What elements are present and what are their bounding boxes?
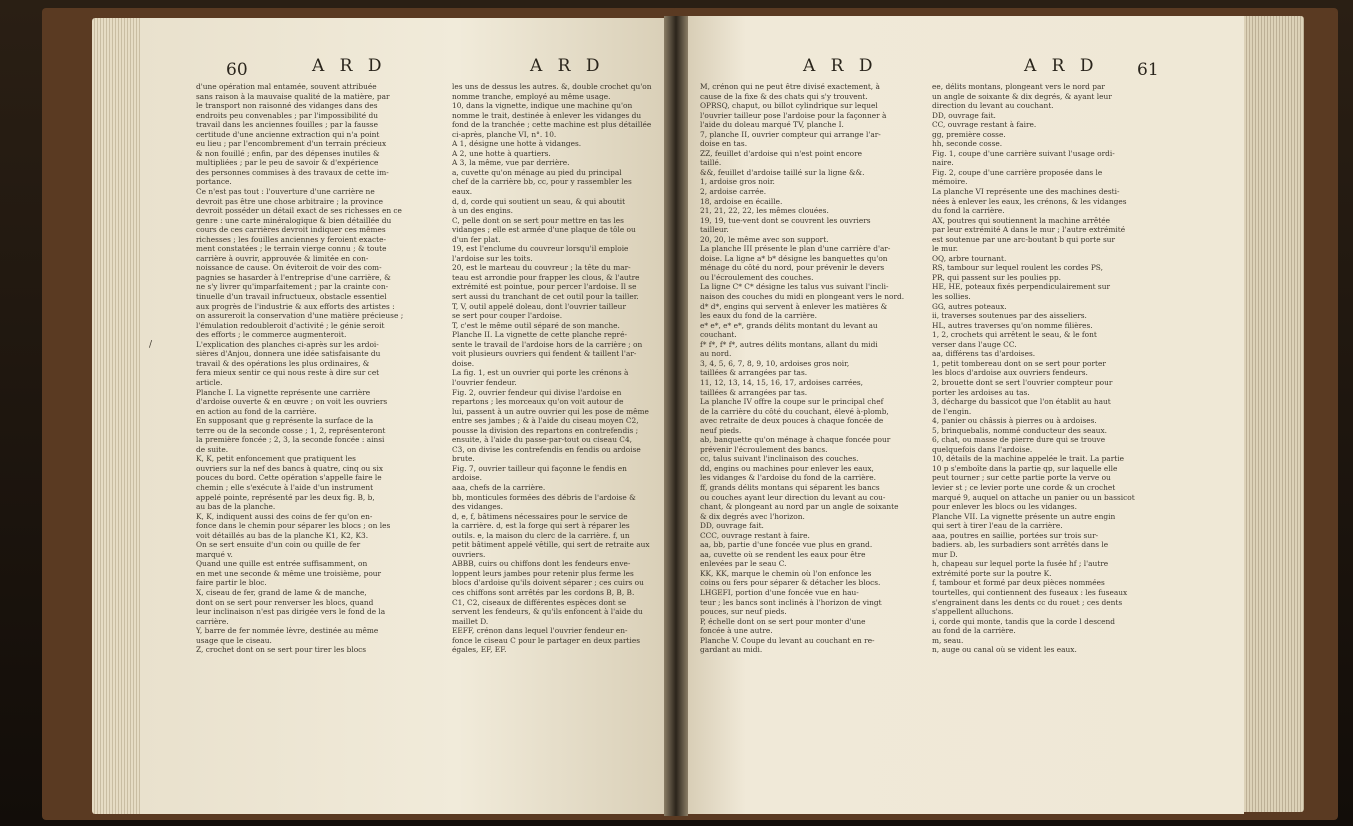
text-line: Planche II. La vignette de cette planche repré- (452, 330, 627, 340)
text-line: ne s'y livrer qu'imparfaitement ; par la crainte con- (196, 282, 389, 292)
text-line: sières d'Anjou, donnera une idée satisfaisante du (196, 349, 381, 359)
text-line: La ligne C* C* désigne les talus vus suivant l'incli- (700, 282, 889, 292)
text-line: EEFF, crénon dans lequel l'ouvrier fendeur en- (452, 626, 628, 636)
text-line: nomme tranche, employé au même usage. (452, 91, 611, 101)
text-line: Fig. 1, coupe d'une carrière suivant l'usage ordi- (932, 148, 1115, 158)
text-line: La planche IV offre la coupe sur le principal chef (700, 397, 884, 407)
text-line: Z, crochet dont on se sert pour tirer les blocs (196, 645, 367, 655)
text-line: &&, feuillet d'ardoise taillé sur la ligne &&. (700, 167, 865, 177)
text-line: tinuelle d'un travail infructueux, obstacle essentiel (196, 292, 387, 302)
text-line: 4, panier ou châssis à pierres ou à ardoises. (932, 416, 1097, 426)
text-line: d, d, corde qui soutient un seau, & qui aboutit (452, 196, 626, 206)
text-line: les eaux du fond de la carrière. (700, 311, 817, 321)
text-line: dd, engins ou machines pour enlever les eaux, (700, 463, 874, 473)
text-line: des efforts ; le commerce augmenteroit. (196, 330, 347, 340)
text-line: taillées & arrangées par tas. (700, 387, 808, 397)
text-line: M, crénon qui ne peut être divisé exactement, à (700, 82, 880, 91)
text-line: qui sert à tirer l'eau de la carrière. (932, 521, 1063, 531)
text-line: richesses ; les fouilles anciennes y feroient exacte- (196, 234, 386, 244)
text-line: badiers. ab, les surbadiers sont arrêtés dans le (932, 540, 1109, 550)
text-line: prévenir l'écroulement des bancs. (700, 444, 828, 454)
right-running-head-1: A R D (803, 56, 878, 76)
right-page-column-1 (700, 82, 922, 722)
text-line: ou couches ayant leur direction du levant au cou- (700, 492, 886, 502)
text-line: Y, barre de fer nommée lèvre, destinée au même (196, 626, 379, 636)
text-line: On se sert ensuite d'un coin ou quille de fer (196, 540, 361, 550)
text-line: 3, 4, 5, 6, 7, 8, 9, 10, ardoises gros noir, (700, 358, 850, 368)
text-line: repartons ; les morceaux qu'on voit autour de (452, 397, 624, 407)
text-line: teur ; les bancs sont inclinés à l'horizon de vingt (700, 597, 882, 607)
text-line: blocs d'ardoise qu'ils doivent séparer ; ces cuirs ou (452, 578, 644, 588)
text-line: C, pelle dont on se sert pour mettre en tas les (452, 215, 624, 225)
text-line: chef de la carrière bb, cc, pour y rassembler les (452, 177, 632, 187)
text-line: aa, bb, partie d'une foncée vue plus en grand. (700, 540, 873, 550)
text-line: l'ouvrier fendeur. (452, 377, 517, 387)
text-line: eaux. (452, 187, 473, 197)
text-line: ensuite, à l'aide du passe-par-tout ou ciseau C4, (452, 435, 633, 445)
text-line: PR, qui passent sur les poulies pp. (932, 272, 1061, 282)
text-line: la première foncée ; 2, 3, la seconde foncée : ainsi (196, 435, 385, 445)
text-line: on assureroit la conservation d'une matière précieuse ; (196, 311, 404, 321)
text-line: ii, traverses soutenues par des aisseliers. (932, 311, 1087, 321)
text-line: aa, différens tas d'ardoises. (932, 349, 1036, 359)
text-line: P, échelle dont on se sert pour monter d'une (700, 616, 866, 626)
text-line: ee, délits montans, plongeant vers le nord par (932, 82, 1105, 91)
text-line: 19, 19, tue-vent dont se couvrent les ouvriers (700, 215, 871, 225)
text-line: doise. (452, 358, 475, 368)
text-line: 19, est l'enclume du couvreur lorsqu'il emploie (452, 244, 629, 254)
text-line: par leur extrémité A dans le mur ; l'autre extrémité (932, 225, 1126, 235)
text-line: bb, monticules formées des débris de l'ardoise & (452, 492, 636, 502)
text-line: GG, autres poteaux. (932, 301, 1007, 311)
text-line: terre ou de la seconde cosse ; 1, 2, représenteront (196, 425, 386, 435)
text-line: 21, 21, 22, 22, les mêmes clouées. (700, 206, 829, 216)
text-line: devroit posséder un détail exact de ses richesses en ce (196, 206, 402, 216)
text-line: Fig. 7, ouvrier tailleur qui façonne le fendis en (452, 463, 627, 473)
text-line: multipliées ; par le peu de savoir & d'expérience (196, 158, 379, 168)
text-line: DD, ouvrage fait. (932, 110, 996, 120)
text-line: les vidanges & l'ardoise du fond de la carrière. (700, 473, 876, 483)
text-line: HE, HE, poteaux fixés perpendiculairement sur (932, 282, 1110, 292)
text-line: travail dans les anciennes fouilles ; par la fausse (196, 120, 378, 130)
text-line: devroit pas être une chose arbitraire ; la province (196, 196, 383, 206)
text-line: loppent leurs jambes pour retenir plus ferme les (452, 568, 634, 578)
text-line: s'engrainent dans les dents cc du rouet ; ces dents (932, 597, 1123, 607)
text-line: aaa, poutres en saillie, portées sur trois sur- (932, 530, 1099, 540)
text-line: La fig. 1, est un ouvrier qui porte les crénons à (452, 368, 629, 378)
text-line: voit plusieurs ouvriers qui fendent & taillent l'ar- (452, 349, 637, 359)
text-line: noissance de cause. On éviteroit de voir des com- (196, 263, 382, 273)
left-page-column-1 (196, 82, 442, 722)
text-line: & dix degrés avec l'horizon. (700, 511, 805, 521)
text-line: d'un fer plat. (452, 234, 501, 244)
text-line: les blocs d'ardoise aux ouvriers fendeurs. (932, 368, 1088, 378)
text-line: naison des couches du midi en plongeant vers le nord. (700, 292, 905, 302)
text-line: T, V, outil appelé doleau, dont l'ouvrier tailleur (452, 301, 626, 311)
text-line: pour enlever les blocs ou les vidanges. (932, 502, 1077, 512)
text-line: sert aussi du tranchant de cet outil pour la tailler. (452, 292, 639, 302)
text-line: de l'engin. (932, 406, 972, 416)
text-line: en action au fond de la carrière. (196, 406, 317, 416)
text-line: genre : une carte minéralogique & bien détaillée du (196, 215, 392, 225)
text-line: eu lieu ; par l'encombrement d'un terrain précieux (196, 139, 387, 149)
text-line: marqué v. (196, 549, 233, 559)
text-line: 1, ardoise gros noir. (700, 177, 775, 187)
text-line: vidanges ; elle est armée d'une plaque de tôle ou (452, 225, 636, 235)
text-line: cc, talus suivant l'inclinaison des couches. (700, 454, 859, 464)
text-line: La planche VI représente une des machines desti- (932, 187, 1120, 197)
text-line: 10, détails de la machine appelée le trait. La partie (932, 454, 1124, 464)
text-line: levier st ; ce levier porte une corde & un crochet (932, 482, 1116, 492)
text-line: nomme le trait, destinée à enlever les vidanges du (452, 110, 642, 120)
text-line: portance. (196, 177, 232, 187)
text-line: K, K, petit enfoncement que pratiquent les (196, 454, 356, 464)
text-line: ardoise. (452, 473, 482, 483)
book-gutter (664, 16, 688, 816)
text-line: quelquefois dans l'ardoise. (932, 444, 1033, 454)
text-line: de suite. (196, 444, 229, 454)
text-line: Quand une quille est entrée suffisamment, on (196, 559, 368, 569)
text-line: RS, tambour sur lequel roulent les cordes PS, (932, 263, 1103, 273)
text-line: mur D. (932, 549, 958, 559)
text-line: servent les fendeurs, & qu'ils enfoncent à l'aide du (452, 607, 643, 617)
text-line: OQ, arbre tournant. (932, 253, 1007, 263)
text-line: LHGEFI, portion d'une foncée vue en hau- (700, 587, 859, 597)
text-line: Fig. 2, ouvrier fendeur qui divise l'ardoise en (452, 387, 622, 397)
text-line: fonce dans le chemin pour séparer les blocs ; on les (196, 521, 391, 531)
text-line: chemin ; elle s'exécute à l'aide d'un instrument (196, 482, 374, 492)
text-line: a, cuvette qu'on ménage au pied du principal (452, 167, 622, 177)
text-line: voit détaillés au bas de la planche K1, K2, K3. (196, 530, 369, 540)
text-line: l'aide du doleau marqué TV, planche I. (700, 120, 844, 130)
text-line: gg, première cosse. (932, 129, 1006, 139)
text-line: 7, planche II, ouvrier compteur qui arrange l'ar- (700, 129, 881, 139)
text-line: gardant au midi. (700, 645, 763, 655)
text-line: nées à enlever les eaux, les crénons, & les vidanges (932, 196, 1127, 206)
text-line: AX, poutres qui soutiennent la machine arrêtée (932, 215, 1110, 225)
text-line: égales, EF, EF. (452, 645, 507, 655)
text-line: d, e, f, bâtimens nécessaires pour le service de (452, 511, 628, 521)
text-line: 18, ardoise en écaille. (700, 196, 783, 206)
text-line: de la carrière du côté du couchant, élevé à-plomb, (700, 406, 889, 416)
text-line: sans raison à la mauvaise qualité de la matière, par (196, 91, 390, 101)
text-line: 1, petit tombereau dont on se sert pour porter (932, 358, 1106, 368)
text-line: Planche V. Coupe du levant au couchant en re- (700, 635, 875, 645)
text-line: L'explication des planches ci-après sur les ardoi- (196, 339, 379, 349)
text-line: travail & des opérations les plus ordinaires, & (196, 358, 370, 368)
text-line: leur inclinaison n'est pas dirigée vers le fond de la (196, 607, 386, 617)
right-page-number: 61 (1137, 60, 1159, 80)
text-line: d'ardoise ouverte & en œuvre ; on voit les ouvriers (196, 397, 388, 407)
text-line: la carrière. d, est la forge qui sert à réparer les (452, 521, 630, 531)
text-line: l'ardoise sur les toits. (452, 253, 533, 263)
text-line: 3, décharge du bassicot que l'on établit au haut (932, 397, 1111, 407)
text-line: 1, 2, crochets qui arrêtent le seau, & le font (932, 330, 1097, 340)
text-line: mémoire. (932, 177, 968, 187)
text-line: lui, passent à un autre ouvrier qui les pose de même (452, 406, 649, 416)
text-line: ouvriers. (452, 549, 486, 559)
text-line: 10 p s'emboîte dans la partie qp, sur laquelle elle (932, 463, 1118, 473)
text-line: n, auge ou canal où se vident les eaux. (932, 645, 1077, 655)
text-line: cause de la fixe & des chats qui s'y trouvent. (700, 91, 868, 101)
text-line: Ce n'est pas tout : l'ouverture d'une carrière ne (196, 187, 375, 197)
text-line: extrémité porte sur la poutre K. (932, 568, 1052, 578)
text-line: f* f*, f* f*, autres délits montans, allant du midi (700, 339, 878, 349)
text-line: HL, autres traverses qu'on nomme filières. (932, 320, 1093, 330)
text-line: K, K, indiquent aussi des coins de fer qu'on en- (196, 511, 373, 521)
text-line: les uns de dessus les autres. &, double crochet qu'on (452, 82, 652, 91)
text-line: d* d*, engins qui servent à enlever les matières & (700, 301, 888, 311)
text-line: un angle de soixante & dix degrés, & ayant leur (932, 91, 1112, 101)
text-line: endroits peu convenables ; par l'impossibilité du (196, 110, 378, 120)
text-line: entre ses jambes ; & à l'aide du ciseau moyen C2, (452, 416, 639, 426)
text-line: outils. e, la maison du clerc de la carrière. f, un (452, 530, 630, 540)
text-line: ment constatées ; le terrain vierge connu ; & toute (196, 244, 387, 254)
text-line: chant, & plongeant au nord par un angle de soixante (700, 502, 899, 512)
text-line: hh, seconde cosse. (932, 139, 1003, 149)
text-line: Planche I. La vignette représente une carrière (196, 387, 371, 397)
text-line: au fond de la carrière. (932, 626, 1016, 636)
text-line: A 2, une hotte à quartiers. (452, 148, 551, 158)
text-line: i, corde qui monte, tandis que la corde l descend (932, 616, 1115, 626)
text-line: A 3, la même, vue par derrière. (452, 158, 570, 168)
text-line: taillées & arrangées par tas. (700, 368, 808, 378)
left-page-column-2 (452, 82, 662, 722)
text-line: pousse la division des repartons en contrefendis ; (452, 425, 639, 435)
text-line: 11, 12, 13, 14, 15, 16, 17, ardoises carrées, (700, 377, 864, 387)
text-line: les sollies. (932, 292, 971, 302)
text-line: d'une opération mal entamée, souvent attribuée (196, 82, 377, 91)
text-line: X, ciseau de fer, grand de lame & de manche, (196, 587, 367, 597)
text-line: ab, banquette qu'on ménage à chaque foncée pour (700, 435, 891, 445)
text-line: e* e*, e* e*, grands délits montant du levant au (700, 320, 878, 330)
text-line: doise. La ligne a* b* désigne les banquettes qu'on (700, 253, 888, 263)
text-line: neuf pieds. (700, 425, 742, 435)
text-line: cours de ces carrières devroit indiquer ces mêmes (196, 225, 386, 235)
text-line: l'ouvrier tailleur pose l'ardoise pour la façonner à (700, 110, 887, 120)
text-line: foncée à une autre. (700, 626, 773, 636)
text-line: Planche VII. La vignette présente un autre engin (932, 511, 1116, 521)
text-line: des vidanges. (452, 502, 503, 512)
text-line: h, chapeau sur lequel porte la fusée hf ; l'autre (932, 559, 1109, 569)
text-line: l'émulation redoubleroit d'activité ; le génie seroit (196, 320, 385, 330)
text-line: maillet D. (452, 616, 489, 626)
text-line: CC, ouvrage restant à faire. (932, 120, 1037, 130)
text-line: article. (196, 377, 223, 387)
text-line: & non fouillé ; enfin, par des dépenses inutiles & (196, 148, 380, 158)
text-line: m, seau. (932, 635, 964, 645)
text-line: ABBB, cuirs ou chiffons dont les fendeurs enve- (452, 559, 631, 569)
text-line: brute. (452, 454, 475, 464)
left-running-head-2: A R D (530, 56, 605, 76)
text-line: ces chiffons sont arrêtés par les cordons B, B, B. (452, 587, 635, 597)
text-line: s'appellent alluchons. (932, 607, 1014, 617)
margin-pencil-mark: / (149, 340, 153, 350)
text-line: carrière. (196, 616, 229, 626)
text-line: certitude d'une ancienne extraction qui n'a point (196, 129, 380, 139)
text-line: en met une seconde & même une troisième, pour (196, 568, 382, 578)
text-line: pagnies se hasarder à l'entreprise d'une carrière, & (196, 272, 391, 282)
text-line: le mur. (932, 244, 958, 254)
text-line: C1, C2, ciseaux de différentes espèces dont se (452, 597, 627, 607)
text-line: aaa, chefs de la carrière. (452, 482, 546, 492)
right-page-column-2 (932, 82, 1162, 722)
text-line: avec retraite de deux pouces à chaque foncée de (700, 416, 884, 426)
text-line: C3, on divise les contrefendis en fendis ou ardoise (452, 444, 641, 454)
text-line: au bas de la planche. (196, 502, 276, 512)
text-line: extrémité est pointue, pour percer l'ardoise. Il se (452, 282, 637, 292)
text-line: dont on se sert pour renverser les blocs, quand (196, 597, 374, 607)
text-line: pouces, sur neuf pieds. (700, 607, 787, 617)
text-line: fera mieux sentir ce qui nous reste à dire sur cet (196, 368, 380, 378)
text-line: tailleur. (700, 225, 729, 235)
text-line: CCC, ouvrage restant à faire. (700, 530, 810, 540)
text-line: à un des engins. (452, 206, 514, 216)
text-line: se sert pour couper l'ardoise. (452, 311, 563, 321)
text-line: A 1, désigne une hotte à vidanges. (452, 139, 582, 149)
text-line: appelé pointe, représenté par les deux fig. B, b, (196, 492, 375, 502)
text-line: OPRSQ, chaput, ou billot cylindrique sur lequel (700, 101, 878, 111)
text-line: La planche III présente le plan d'une carrière d'ar- (700, 244, 891, 254)
text-line: sente le travail de l'ardoise hors de la carrière ; on (452, 339, 643, 349)
text-line: ZZ, feuillet d'ardoise qui n'est point encore (700, 148, 862, 158)
text-line: f, tambour et formé par deux pièces nommées (932, 578, 1105, 588)
text-line: Fig. 2, coupe d'une carrière proposée dans le (932, 167, 1103, 177)
text-line: tourtelles, qui contiennent des fuseaux : les fuseaux (932, 587, 1128, 597)
text-line: des personnes commises à des travaux de cette im- (196, 167, 389, 177)
text-line: ou l'écroulement des couches. (700, 272, 814, 282)
text-line: 6, chat, ou masse de pierre dure qui se trouve (932, 435, 1106, 445)
left-running-head-1: A R D (312, 56, 387, 76)
text-line: usage que le ciseau. (196, 635, 272, 645)
text-line: 20, est le marteau du couvreur ; la tête du mar- (452, 263, 631, 273)
text-line: T, c'est le même outil séparé de son manche. (452, 320, 620, 330)
text-line: ménage du côté du nord, pour prévenir le devers (700, 263, 885, 273)
text-line: ff, grands délits montans qui séparent les bancs (700, 482, 880, 492)
text-line: 10, dans la vignette, indique une machine qu'on (452, 101, 633, 111)
text-line: fond de la tranchée ; cette machine est plus détaillée (452, 120, 652, 130)
text-line: est soutenue par une arc-boutant b qui porte sur (932, 234, 1116, 244)
left-page-number: 60 (226, 60, 248, 80)
text-line: faire partir le bloc. (196, 578, 267, 588)
right-page-edges (1238, 16, 1304, 812)
text-line: ci-après, planche VI, n°. 10. (452, 129, 557, 139)
text-line: du fond la carrière. (932, 206, 1005, 216)
text-line: teau est arrondie pour frapper les clous, & l'autre (452, 272, 640, 282)
text-line: doise en tas. (700, 139, 748, 149)
text-line: petit bâtiment appelé vêtille, qui sert de retraite aux (452, 540, 650, 550)
text-line: DD, ouvrage fait. (700, 521, 764, 531)
text-line: 5, brinquebalis, nommé conducteur des seaux. (932, 425, 1108, 435)
text-line: porter les ardoises au tas. (932, 387, 1030, 397)
text-line: 2, brouette dont se sert l'ouvrier compteur pour (932, 377, 1113, 387)
text-line: aa, cuvette où se rendent les eaux pour être (700, 549, 866, 559)
right-running-head-2: A R D (1024, 56, 1099, 76)
text-line: 20, 20, le même avec son support. (700, 234, 829, 244)
text-line: aux progrès de l'industrie & aux efforts des artistes : (196, 301, 395, 311)
text-line: carrière à ouvrir, approuvée & limitée en con- (196, 253, 369, 263)
text-line: marqué 9, auquel on attache un panier ou un bassicot (932, 492, 1135, 502)
text-line: peut tourner ; sur cette partie porte la verve ou (932, 473, 1111, 483)
text-line: KK, KK, marque le chemin où l'on enfonce les (700, 568, 872, 578)
text-line: naire. (932, 158, 954, 168)
text-line: ouvriers sur la nef des bancs à quatre, cinq ou six (196, 463, 383, 473)
text-line: couchant. (700, 330, 737, 340)
text-line: le transport non raisonné des vidanges dans des (196, 101, 378, 111)
text-line: direction du levant au couchant. (932, 101, 1054, 111)
text-line: 2, ardoise carrée. (700, 187, 767, 197)
text-line: En supposant que g représente la surface de la (196, 416, 374, 426)
text-line: au nord. (700, 349, 732, 359)
text-line: taillé. (700, 158, 722, 168)
text-line: fonce le ciseau C pour le partager en deux parties (452, 635, 641, 645)
text-line: coins ou fers pour séparer & détacher les blocs. (700, 578, 881, 588)
text-line: enlevées par le seau C. (700, 559, 787, 569)
text-line: pouces du bord. Cette opération s'appelle faire le (196, 473, 382, 483)
text-line: verser dans l'auge CC. (932, 339, 1017, 349)
